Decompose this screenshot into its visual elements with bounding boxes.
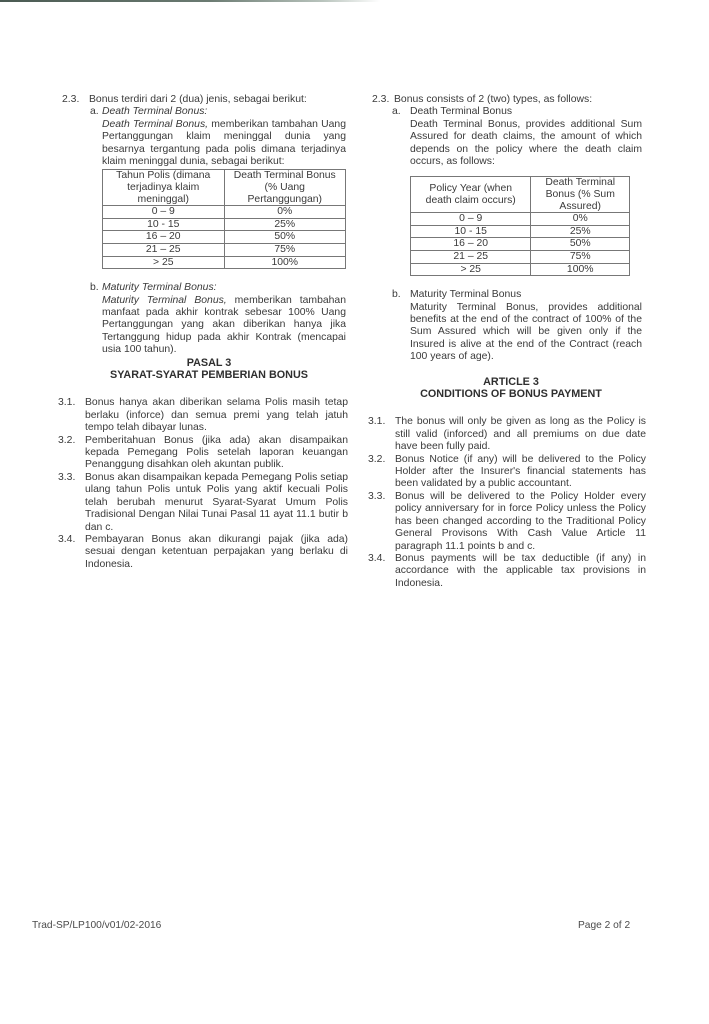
subsection-b [392, 289, 642, 363]
subsection-title: Maturity Terminal Bonus: [102, 282, 217, 294]
subsection-b [90, 282, 346, 356]
table-cell: > 25 [103, 256, 225, 269]
list-item [368, 491, 646, 553]
table-cell: 0% [531, 213, 630, 226]
table-cell: 21 – 25 [103, 244, 225, 257]
table-cell: 50% [224, 231, 346, 244]
table-row [103, 231, 346, 244]
table-row [103, 206, 346, 219]
subsection-body [102, 295, 346, 357]
item-number: 3.4. [368, 552, 386, 564]
table-cell: 10 - 15 [411, 225, 531, 238]
section-number: 2.3. [62, 94, 80, 105]
table-row [103, 244, 346, 257]
item-text: Pemberitahuan Bonus (jika ada) akan disampaikan kepada Pemegang Polis setelah laporan keuangan Penanggung disahkan oleh akuntan publik. [85, 434, 348, 471]
table-cell: > 25 [411, 263, 531, 276]
table-row [103, 256, 346, 269]
document-code: Trad-SP/LP100/v01/02-2016 [32, 920, 162, 931]
item-number: 3.1. [58, 397, 76, 409]
article-3-list [368, 416, 646, 590]
table-header-cell: Death Terminal Bonus (% Uang Pertanggungan) [224, 170, 346, 206]
list-item [58, 435, 348, 472]
article-title: CONDITIONS OF BONUS PAYMENT [420, 388, 602, 401]
item-text: Bonus akan disampaikan kepada Pemegang Polis setiap ulang tahun Polis untuk Polis yang aktif kecuali Polis telah berubah menurut Syarat-Syarat Umum Polis Tradisional Dengan Nilai Tunai Pasal 11 ayat 11.1 butir b dan c. [85, 471, 348, 533]
article-3-list [58, 397, 348, 571]
table-header-row [103, 170, 346, 206]
item-number: 3.4. [58, 533, 76, 545]
item-number: 3.2. [58, 434, 76, 446]
subsection-label: a. [90, 106, 99, 118]
table-cell: 100% [531, 263, 630, 276]
section-2-3-heading [62, 94, 346, 106]
item-number: 3.3. [368, 490, 386, 502]
table-row [411, 238, 630, 251]
subsection-body: Maturity Terminal Bonus, provides additional benefits at the end of the contract of 100% of the Sum Assured which will be given only if the Insured is alive at the end of the Contract (reach 100 years of age). [410, 301, 642, 363]
column-english [368, 94, 646, 590]
table-header-cell: Tahun Polis (dimana terjadinya klaim meninggal) [103, 170, 225, 206]
table-cell: 25% [531, 225, 630, 238]
table-cell: 75% [531, 251, 630, 264]
section-text: Bonus consists of 2 (two) types, as follows: [394, 94, 593, 105]
item-number: 3.1. [368, 416, 386, 428]
table-cell: 21 – 25 [411, 251, 531, 264]
item-text: Bonus payments will be tax deductible (if any) in accordance with the applicable tax provisions in Indonesia. [395, 552, 646, 589]
subsection-body-text: memberikan tambahan manfaat pada akhir kontrak sebesar 100% Uang Pertanggungan yang akan diberikan hanya jika Tertanggung hidup pada akhir Kontrak (mencapai usia 100 tahun). [102, 294, 346, 356]
table-header-row [411, 177, 630, 213]
article-number: PASAL 3 [186, 356, 232, 369]
scan-top-edge [0, 0, 380, 2]
section-text: Bonus terdiri dari 2 (dua) jenis, sebagai berikut: [89, 94, 307, 105]
death-terminal-bonus-table [102, 169, 346, 269]
table-row [411, 225, 630, 238]
subsection-title: Death Terminal Bonus [410, 106, 513, 118]
subsection-body: Death Terminal Bonus, provides additional Sum Assured for death claims, the amount of which depends on the policy where the death claim occurs, as follows: [410, 118, 642, 168]
subsection-body-emphasis: Maturity Terminal Bonus, [102, 294, 227, 306]
article-number: ARTICLE 3 [483, 375, 539, 388]
table-header-cell: Policy Year (when death claim occurs) [411, 177, 531, 213]
section-2-3-heading [372, 94, 642, 106]
table-cell: 0 – 9 [411, 213, 531, 226]
item-text: The bonus will only be given as long as the Policy is still valid (inforced) and all premiums on due date have been fully paid. [395, 416, 646, 453]
table-cell: 100% [224, 256, 346, 269]
table-row [103, 218, 346, 231]
table-row [411, 213, 630, 226]
list-item [58, 397, 348, 434]
column-indonesian [58, 94, 348, 571]
item-number: 3.2. [368, 453, 386, 465]
subsection-label: a. [392, 106, 401, 118]
table-cell: 16 – 20 [411, 238, 531, 251]
subsection-label: b. [392, 289, 401, 301]
death-terminal-bonus-table [410, 176, 630, 276]
table-cell: 75% [224, 244, 346, 257]
subsection-title: Maturity Terminal Bonus [410, 289, 522, 301]
list-item [58, 472, 348, 534]
table-cell: 25% [224, 218, 346, 231]
item-text: Bonus will be delivered to the Policy Holder every policy anniversary for in force Policy unless the Policy has been changed according to the Traditional Policy General Provisons With Cash Value Article 11 paragraph 11.1 points b and c. [395, 490, 646, 552]
table-header-cell: Death Terminal Bonus (% Sum Assured) [531, 177, 630, 213]
table-cell: 10 - 15 [103, 218, 225, 231]
subsection-body-text: memberikan tambahan Uang Pertanggungan klaim meninggal dunia yang besarnya tergantung pada polis dimana terjadinya klaim meninggal dunia, sebagai berikut: [102, 118, 346, 168]
list-item [368, 454, 646, 491]
item-text: Bonus hanya akan diberikan selama Polis masih tetap berlaku (inforce) dan semua premi yang telah jatuh tempo telah dibayar lunas. [85, 397, 348, 434]
list-item [368, 416, 646, 453]
table-row [411, 251, 630, 264]
list-item [58, 534, 348, 571]
article-title: SYARAT-SYARAT PEMBERIAN BONUS [110, 369, 308, 382]
table-cell: 0% [224, 206, 346, 219]
list-item [368, 553, 646, 590]
table-cell: 16 – 20 [103, 231, 225, 244]
table-row [411, 263, 630, 276]
subsection-a [392, 106, 642, 276]
subsection-title: Death Terminal Bonus: [102, 106, 208, 118]
item-number: 3.3. [58, 471, 76, 483]
table-cell: 50% [531, 238, 630, 251]
subsection-body [102, 119, 346, 169]
subsection-a [90, 106, 346, 269]
subsection-label: b. [90, 282, 99, 294]
table-cell: 0 – 9 [103, 206, 225, 219]
section-number: 2.3. [372, 94, 390, 105]
subsection-body-emphasis: Death Terminal Bonus, [102, 118, 209, 130]
page-number: Page 2 of 2 [578, 920, 631, 931]
item-text: Pembayaran Bonus akan dikurangi pajak (jika ada) sesuai dengan ketentuan perpajakan yang berlaku di Indonesia. [85, 533, 348, 570]
item-text: Bonus Notice (if any) will be delivered to the Policy Holder after the Insurer's financial statements has been validated by a public accountant. [395, 453, 646, 490]
